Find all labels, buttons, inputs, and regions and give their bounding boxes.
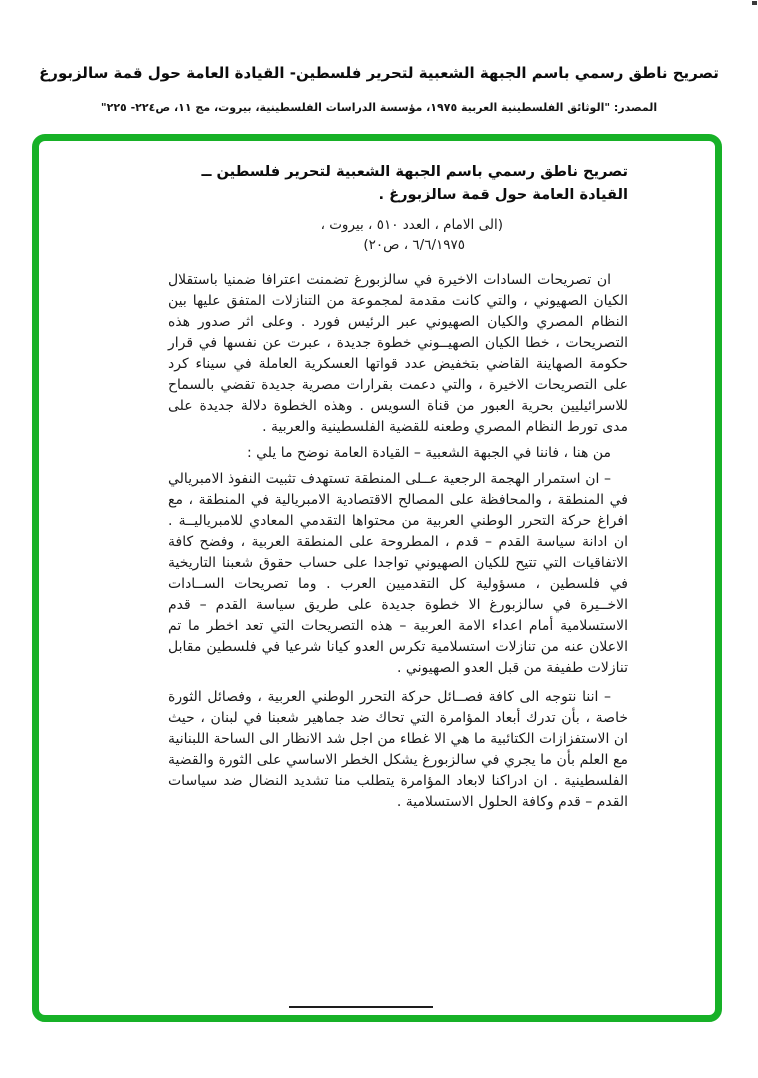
paragraph-bullet-2: – اننا نتوجه الى كافة فصــائل حركة التحرر الوطني العربية ، وفصائل الثورة خاصة ، بأن تدرك أبعاد المؤامرة التي تحاك ضد جماهير شعبنا في لبنان ، حيث ان الاستفزازات الكتائبية ما هي الا غطاء من اجل شد الانظار الى الساحة اللبنانية مع العلم بأن ما يجري في سالزبورغ يشكل الخطر الاساسي على الثورة والقضية الفلسطينية . ان ادراكنا لابعاد المؤامرة يتطلب منا تشديد النضال ضد سياسات القدم – قدم وكافة الحلول الاستسلامية . bbox=[168, 689, 628, 810]
scan-artifact-speck bbox=[752, 1, 757, 5]
citation-line-2: ٦/٦/١٩٧٥ ، ص٢٠) bbox=[363, 237, 465, 253]
citation-line-1: (الى الامام ، العدد ٥١٠ ، بيروت ، bbox=[320, 217, 503, 233]
paragraph-lead-in: من هنا ، فاننا في الجبهة الشعبية – القيادة العامة نوضح ما يلي : bbox=[246, 445, 611, 461]
bottom-divider-line bbox=[289, 1006, 433, 1008]
paragraph-intro: ان تصريحات السادات الاخيرة في سالزبورغ تضمنت اعترافا ضمنيا باستقلال الكيان الصهيوني ، والتي كانت مقدمة لمجموعة من التنازلات المتفق عليها بين النظام المصري والكيان الصهيوني عبر الرئيس فورد . وعلى اثر صدور هذه التصريحات ، خطا الكيان الصهيــوني خطوة جديدة ، عبرت عن نفسها في قرار حكومة الصهاينة القاضي بتخفيض عدد قواتها العسكرية العاملة في سيناء كرد على التصريحات الاخيرة ، والتي دعمت بقرارات مصرية جديدة تقضي بالسماح للاسرائيليين بحرية العبور من قناة السويس . وهذه الخطوة دلالة جديدة على مدى تورط النظام المصري وطعنه للقضية الفلسطينية والعربية . bbox=[168, 272, 628, 435]
source-citation: المصدر: "الوثائق الفلسطينية العربية ١٩٧٥، مؤسسة الدراسات الفلسطينية، بيروت، مج ١١، ص٢٢٤- ٢٢٥" bbox=[100, 101, 658, 114]
page-title: تصريح ناطق رسمي باسم الجبهة الشعبية لتحرير فلسطين- القيادة العامة حول قمة سالزبورغ bbox=[39, 64, 719, 82]
paragraph-bullet-1: – ان استمرار الهجمة الرجعية عــلى المنطقة تستهدف تثبيت النفوذ الامبريالي في المنطقة ، والمحافظة على المصالح الاقتصادية الامبريالية في المنطقة ، مع افراغ حركة التحرر الوطني العربية من محتواها التقدمي المعادي للامبرياليــة . ان ادانة سياسة القدم – قدم ، المطروحة على المنطقة العربية ، وفضح كافة الاتفاقيات التي تتيح للكيان الصهيوني تواجدا على حساب حقوق شعبنا التاريخية في فلسطين ، مسؤولية كل التقدميين العرب . وما تصريحات الســادات الاخــيرة في سالزبورغ الا خطوة جديدة على طريق سياسة القدم – قدم الاستسلامية أمام اعداء الامة العربية – هذه التصريحات التي تعد اخطر ما تم الاعلان عنه من تنازلات استسلامية تكرس العدو كيانا شرعيا في فلسطين مقابل تنازلات طفيفة من قبل العدو الصهيوني . bbox=[168, 471, 628, 676]
document-title: تصريح ناطق رسمي باسم الجبهة الشعبية لتحرير فلسطين ــ القيادة العامة حول قمة سالزبورغ . bbox=[201, 163, 628, 203]
document-citation bbox=[168, 215, 503, 255]
document-body bbox=[168, 160, 628, 818]
